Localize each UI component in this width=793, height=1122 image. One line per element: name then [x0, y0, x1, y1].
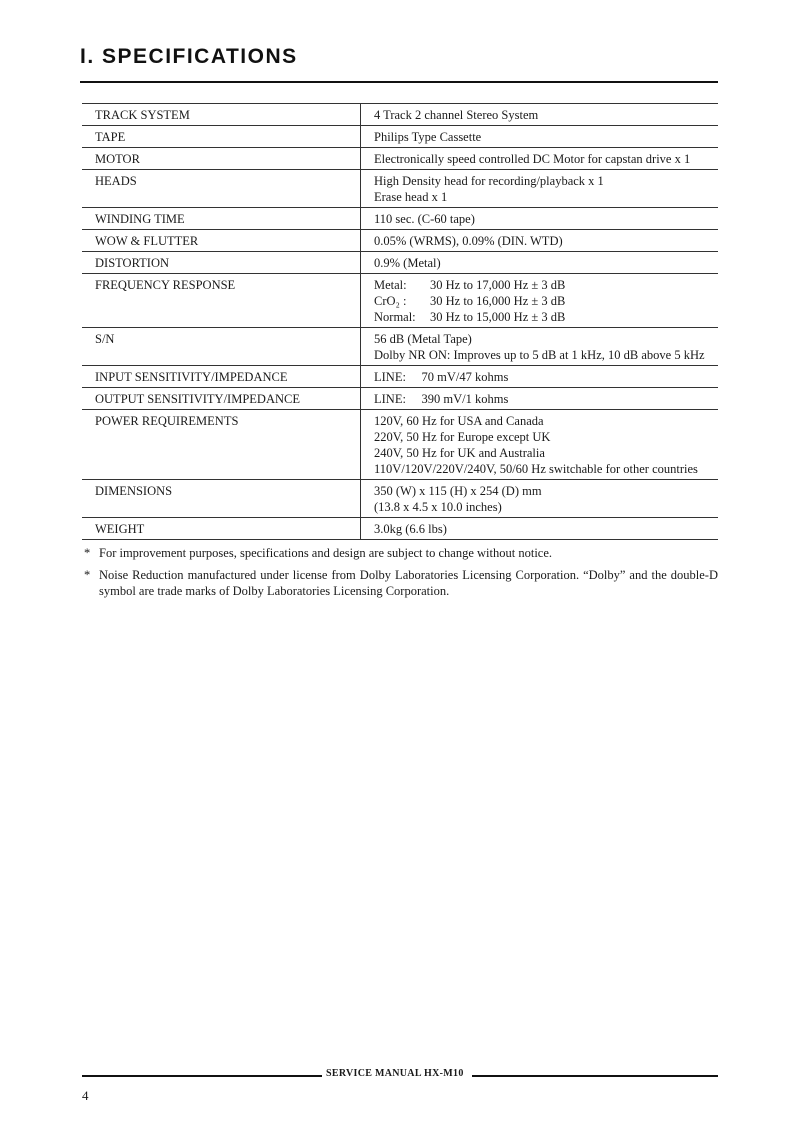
footnote	[82, 567, 718, 599]
spec-label: FREQUENCY RESPONSE	[82, 274, 361, 328]
spec-value	[361, 126, 719, 148]
spec-value	[361, 388, 719, 410]
frequency-row	[374, 277, 718, 293]
spec-value-line: High Density head for recording/playback x 1	[374, 174, 604, 188]
spec-row-winding-time	[82, 208, 718, 230]
spec-value	[361, 104, 719, 126]
tape-type-range: 30 Hz to 17,000 Hz ± 3 dB	[430, 278, 566, 292]
spec-row-input-sensitivity	[82, 366, 718, 388]
tape-type-name: Metal:	[374, 278, 407, 292]
spec-row-distortion	[82, 252, 718, 274]
spec-label: WEIGHT	[82, 518, 361, 540]
spec-value	[361, 230, 719, 252]
footnote	[82, 545, 718, 561]
spec-value-line: LINE: 70 mV/47 kohms	[374, 370, 509, 384]
frequency-row	[374, 293, 718, 309]
spec-row-dimensions	[82, 480, 718, 518]
spec-label: MOTOR	[82, 148, 361, 170]
spec-value-line: 110V/120V/220V/240V, 50/60 Hz switchable for other countries	[374, 462, 698, 476]
footer-title: SERVICE MANUAL HX-M10	[326, 1068, 464, 1079]
spec-row-track-system	[82, 104, 718, 126]
spec-label: INPUT SENSITIVITY/IMPEDANCE	[82, 366, 361, 388]
spec-row-signal-noise	[82, 328, 718, 366]
spec-value	[361, 274, 719, 328]
tape-type-range: 30 Hz to 15,000 Hz ± 3 dB	[430, 310, 566, 324]
page-number: 4	[82, 1088, 89, 1103]
spec-value-line: 3.0kg (6.6 lbs)	[374, 522, 447, 536]
spec-value	[361, 366, 719, 388]
spec-label: WINDING TIME	[82, 208, 361, 230]
spec-value-line: Dolby NR ON: Improves up to 5 dB at 1 kHz, 10 dB above 5 kHz	[374, 348, 705, 362]
spec-value-line: Philips Type Cassette	[374, 130, 482, 144]
spec-value-line: 120V, 60 Hz for USA and Canada	[374, 414, 544, 428]
spec-value-line: 350 (W) x 115 (H) x 254 (D) mm	[374, 484, 542, 498]
tape-type-range: 30 Hz to 16,000 Hz ± 3 dB	[430, 294, 566, 308]
spec-label: WOW & FLUTTER	[82, 230, 361, 252]
spec-value-line: (13.8 x 4.5 x 10.0 inches)	[374, 500, 502, 514]
tape-type-name: Normal:	[374, 310, 416, 324]
spec-label: S/N	[82, 328, 361, 366]
footnotes	[82, 545, 718, 605]
spec-label: DISTORTION	[82, 252, 361, 274]
page-title: I. SPECIFICATIONS	[80, 45, 298, 68]
spec-value	[361, 208, 719, 230]
spec-value-line: Erase head x 1	[374, 190, 448, 204]
spec-value	[361, 148, 719, 170]
spec-label: OUTPUT SENSITIVITY/IMPEDANCE	[82, 388, 361, 410]
spec-value	[361, 410, 719, 480]
spec-value	[361, 518, 719, 540]
spec-value	[361, 170, 719, 208]
spec-row-weight	[82, 518, 718, 540]
page-footer	[82, 1068, 718, 1084]
tape-type-name: CrO₂ :	[374, 294, 407, 308]
spec-label: TRACK SYSTEM	[82, 104, 361, 126]
spec-value-line: 0.05% (WRMS), 0.09% (DIN. WTD)	[374, 234, 563, 248]
spec-value-line: 110 sec. (C-60 tape)	[374, 212, 475, 226]
spec-value-line: LINE: 390 mV/1 kohms	[374, 392, 509, 406]
spec-value	[361, 480, 719, 518]
footnote-marker: *	[84, 568, 91, 582]
spec-label: HEADS	[82, 170, 361, 208]
spec-label: DIMENSIONS	[82, 480, 361, 518]
spec-value-line: 56 dB (Metal Tape)	[374, 332, 472, 346]
spec-value-line: 240V, 50 Hz for UK and Australia	[374, 446, 545, 460]
spec-label: TAPE	[82, 126, 361, 148]
spec-row-frequency-response	[82, 274, 718, 328]
spec-value	[361, 328, 719, 366]
spec-value-line: 4 Track 2 channel Stereo System	[374, 108, 539, 122]
footer-rule-left	[82, 1075, 322, 1077]
spec-row-motor	[82, 148, 718, 170]
spec-value-line: Electronically speed controlled DC Motor for capstan drive x 1	[374, 152, 691, 166]
footnote-text: Noise Reduction manufactured under license from Dolby Laboratories Licensing Corporation. “Dolby” and the double-D symbol are trade marks of Dolby Laboratories Licensing Corporation.	[99, 568, 718, 598]
spec-row-heads	[82, 170, 718, 208]
spec-row-power-requirements	[82, 410, 718, 480]
title-divider	[80, 81, 718, 83]
specifications-table	[82, 103, 718, 540]
spec-row-tape	[82, 126, 718, 148]
frequency-row	[374, 309, 718, 325]
spec-row-output-sensitivity	[82, 388, 718, 410]
spec-row-wow-flutter	[82, 230, 718, 252]
footer-rule-right	[472, 1075, 718, 1077]
spec-value-line: 220V, 50 Hz for Europe except UK	[374, 430, 551, 444]
footnote-marker: *	[84, 546, 91, 560]
footnote-text: For improvement purposes, specifications and design are subject to change without notice.	[99, 546, 553, 560]
spec-label: POWER REQUIREMENTS	[82, 410, 361, 480]
spec-value-line: 0.9% (Metal)	[374, 256, 441, 270]
spec-value	[361, 252, 719, 274]
